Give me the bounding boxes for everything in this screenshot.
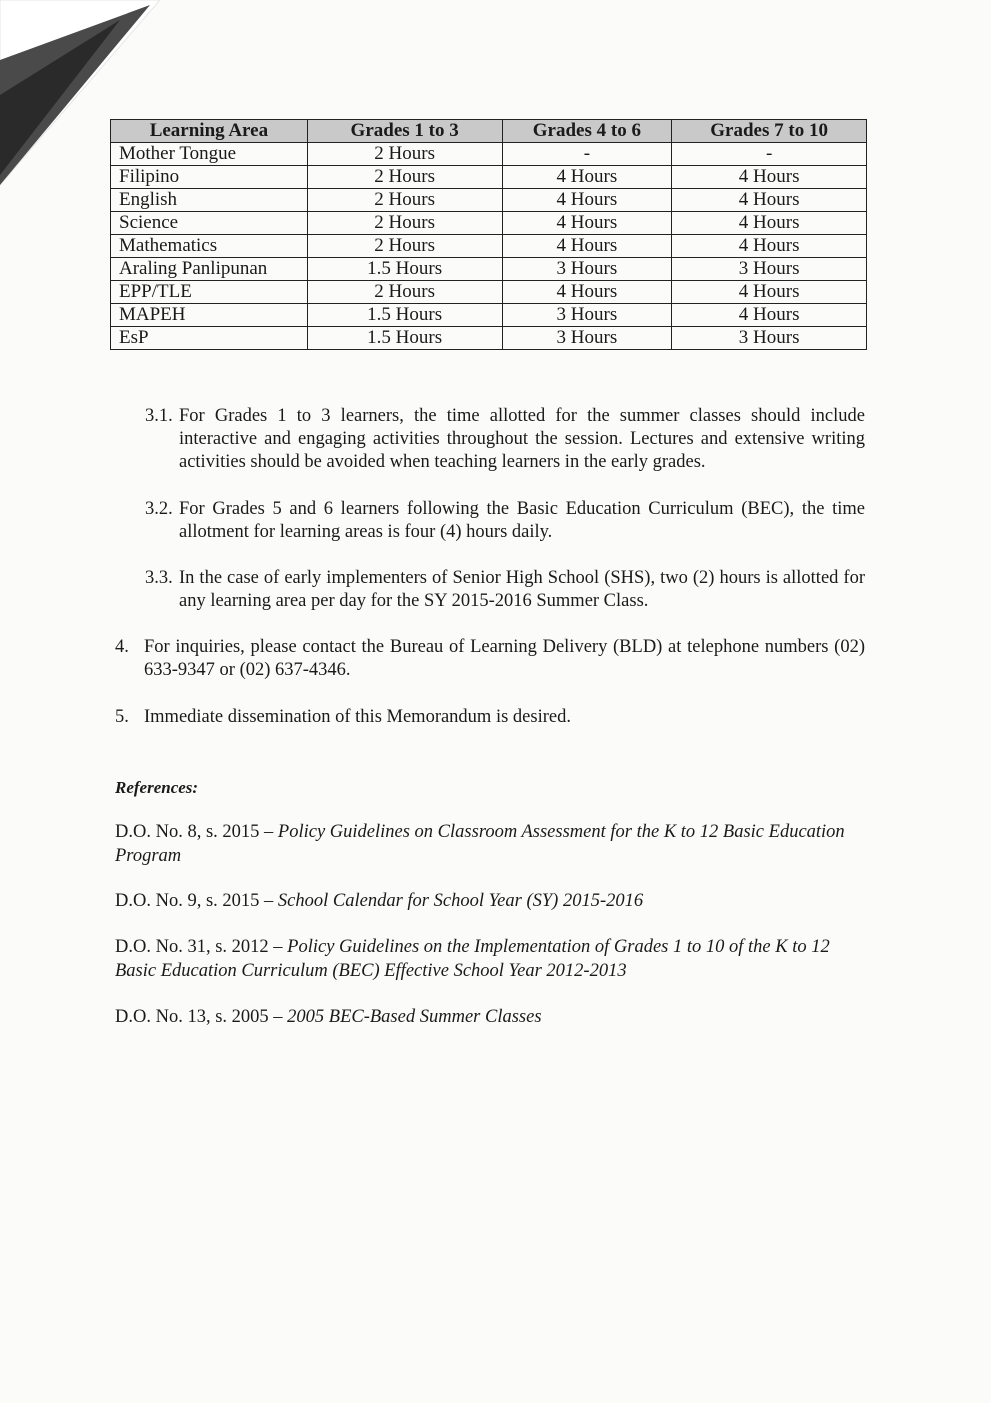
reference-item [115,889,865,913]
table-cell: 3 Hours [502,258,672,281]
table-cell: 2 Hours [307,189,502,212]
table-row [111,327,867,350]
table-cell: 3 Hours [672,258,867,281]
table-row [111,189,867,212]
table-row [111,258,867,281]
table-cell: Science [111,212,308,235]
table-header-row [111,120,867,143]
item-text: In the case of early implementers of Senior High School (SHS), two (2) hours is allotted for any learning area per day for the SY 2015-2016 Summer Class. [179,568,865,611]
table-cell: 2 Hours [307,212,502,235]
table-row [111,166,867,189]
table-cell: 4 Hours [672,304,867,327]
reference-title: Policy Guidelines on Classroom Assessment for the K to 12 Basic Education Program [115,822,845,866]
table-cell: 1.5 Hours [307,258,502,281]
reference-item [115,935,865,983]
paragraph-3-1 [145,405,865,474]
item-number: 4. [115,637,129,657]
paragraph-4 [115,636,865,682]
table-row [111,212,867,235]
table-row [111,235,867,258]
column-header: Learning Area [111,120,308,143]
item-text: For Grades 5 and 6 learners following the Basic Education Curriculum (BEC), the time allotment for learning areas is four (4) hours daily. [179,499,865,542]
table-cell: 4 Hours [672,235,867,258]
table-row [111,304,867,327]
references-heading: References: [115,778,199,797]
table-cell: Mother Tongue [111,143,308,166]
table-cell: 3 Hours [502,327,672,350]
table-cell: EsP [111,327,308,350]
table-cell: 3 Hours [672,327,867,350]
item-number: 3.3. [145,568,173,588]
table-cell: Mathematics [111,235,308,258]
reference-prefix: D.O. No. 13, s. 2005 – [115,1007,288,1027]
item-text: Immediate dissemination of this Memorandum is desired. [144,707,571,727]
item-number: 3.1. [145,406,173,426]
table-cell: English [111,189,308,212]
item-number: 5. [115,707,129,727]
paragraph-3-2 [145,498,865,544]
table-cell: 1.5 Hours [307,304,502,327]
reference-prefix: D.O. No. 9, s. 2015 – [115,891,278,911]
table-cell: 4 Hours [502,189,672,212]
table-cell: Filipino [111,166,308,189]
table-cell: 1.5 Hours [307,327,502,350]
column-header: Grades 1 to 3 [307,120,502,143]
table-cell: 4 Hours [502,212,672,235]
table-cell: 4 Hours [502,235,672,258]
reference-item [115,1005,865,1029]
table-row [111,281,867,304]
item-number: 3.2. [145,499,173,519]
table-cell: 2 Hours [307,166,502,189]
table-cell: 4 Hours [672,189,867,212]
table-cell: Araling Panlipunan [111,258,308,281]
table-cell: MAPEH [111,304,308,327]
reference-prefix: D.O. No. 31, s. 2012 – [115,937,288,957]
reference-item [115,820,865,868]
reference-prefix: D.O. No. 8, s. 2015 – [115,822,278,842]
table-cell: 4 Hours [672,166,867,189]
column-header: Grades 4 to 6 [502,120,672,143]
table-cell: 2 Hours [307,235,502,258]
table-cell: - [672,143,867,166]
reference-title: 2005 BEC-Based Summer Classes [287,1007,542,1027]
table-cell: 4 Hours [672,212,867,235]
table-cell: 3 Hours [502,304,672,327]
reference-title: School Calendar for School Year (SY) 2015-2016 [277,891,644,911]
column-header: Grades 7 to 10 [672,120,867,143]
reference-title: Policy Guidelines on the Implementation of Grades 1 to 10 of the K to 12 Basic Education Curriculum (BEC) Effective School Year 2012-2013 [115,937,830,981]
time-allotment-table [110,119,867,350]
table-cell: 2 Hours [307,143,502,166]
item-text: For inquiries, please contact the Bureau of Learning Delivery (BLD) at telephone numbers (02) 633-9347 or (02) 637-4346. [144,637,865,680]
table-cell: 2 Hours [307,281,502,304]
paragraph-5 [115,706,865,729]
table-row [111,143,867,166]
table-cell: 4 Hours [502,281,672,304]
table-cell: 4 Hours [672,281,867,304]
table-cell: - [502,143,672,166]
table-cell: 4 Hours [502,166,672,189]
paragraph-3-3 [145,567,865,613]
item-text: For Grades 1 to 3 learners, the time allotted for the summer classes should include interactive and engaging activities throughout the session. Lectures and extensive writing activities should be avoided when teaching learners in the early grades. [179,406,865,472]
table-cell: EPP/TLE [111,281,308,304]
